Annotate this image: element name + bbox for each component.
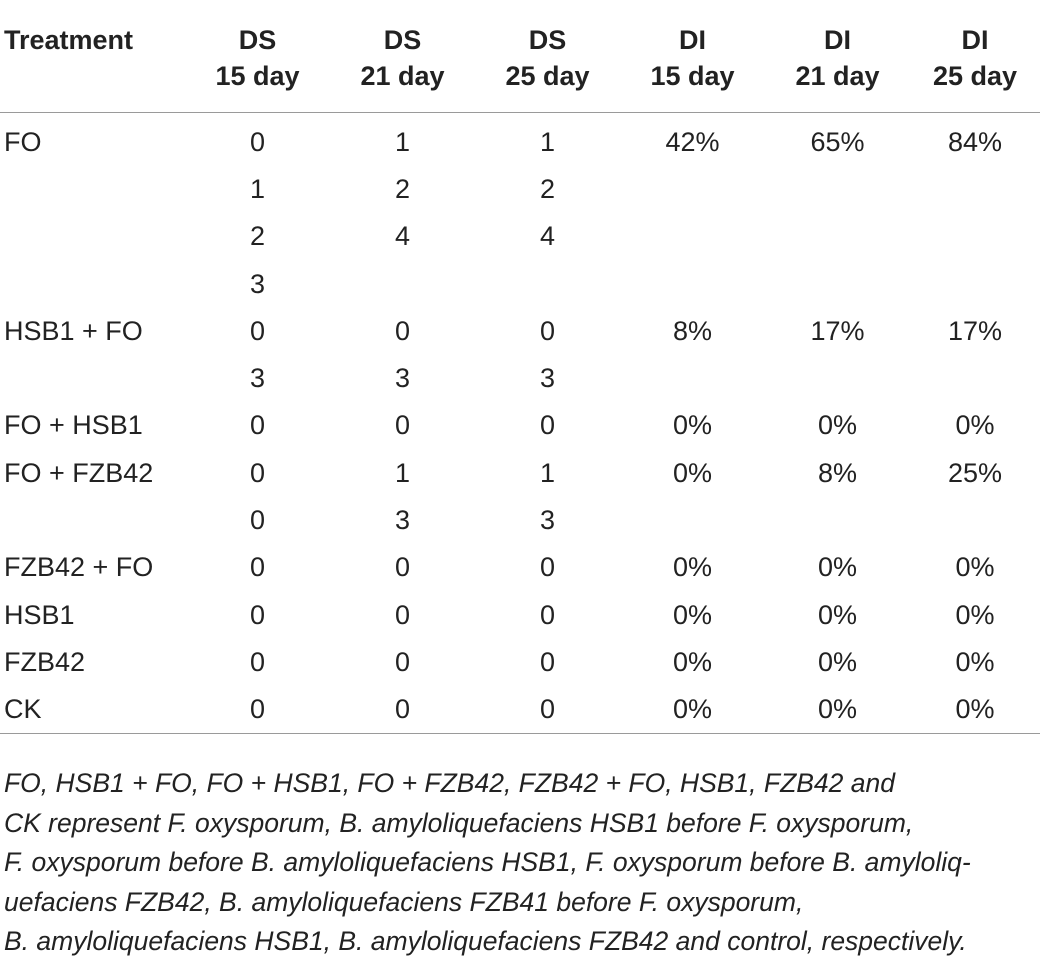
ds25-cell: 1 <box>539 126 556 157</box>
di15-cell <box>620 213 765 260</box>
ds25-cell <box>475 260 620 307</box>
ds21-cell: 2 <box>394 173 411 204</box>
ds25-cell: 3 <box>539 363 556 394</box>
footnote-line: uefaciens FZB42, B. amyloliquefaciens FZB41 before F. oxysporum, <box>4 886 804 917</box>
di21-cell <box>765 260 910 307</box>
di25-cell: 0% <box>955 552 995 583</box>
ds21-cell: 0 <box>394 410 411 441</box>
header-di-25: DI 25 day <box>910 0 1040 112</box>
ds25-cell: 0 <box>539 410 556 441</box>
table-row <box>0 166 1040 213</box>
di21-cell: 0% <box>817 599 858 630</box>
di15-cell: 0% <box>672 599 713 630</box>
footnote-line: B. amyloliquefaciens HSB1, B. amyloliquefaciens FZB42 and control, respectively. <box>4 926 967 956</box>
di15-cell <box>620 260 765 307</box>
treatment-cell <box>0 260 185 307</box>
table-row <box>0 112 1040 166</box>
di21-cell: 0% <box>817 552 858 583</box>
di15-cell: 0% <box>620 686 765 734</box>
di15-cell: 42% <box>665 126 720 157</box>
footnote-line: F. oxysporum before B. amyloliquefaciens HSB1, F. oxysporum before B. amyloliq- <box>4 847 971 877</box>
header-di-15: DI 15 day <box>620 0 765 112</box>
footnote-line: CK represent F. oxysporum, B. amyloliquefaciens HSB1 before F. oxysporum, <box>4 807 914 838</box>
treatment-cell: FO <box>4 126 42 157</box>
header-treatment: Treatment <box>0 0 185 112</box>
di21-cell <box>765 497 910 544</box>
di25-cell: 84% <box>947 126 1003 157</box>
di15-cell: 0% <box>672 410 713 441</box>
ds15-cell: 0 <box>249 552 266 583</box>
di25-cell: 17% <box>947 315 1003 346</box>
ds15-cell: 0 <box>249 315 266 346</box>
treatment-cell <box>0 355 185 402</box>
ds21-cell: 0 <box>394 552 411 583</box>
header-ds-21: DS 21 day <box>330 0 475 112</box>
ds15-cell: 1 <box>249 173 266 204</box>
di15-cell <box>620 497 765 544</box>
di25-cell <box>910 355 1040 402</box>
di25-cell: 25% <box>947 457 1003 488</box>
ds15-cell: 0 <box>249 599 266 630</box>
table-row <box>0 639 1040 686</box>
header-di-21: DI 21 day <box>765 0 910 112</box>
treatment-cell <box>0 213 185 260</box>
ds15-cell: 0 <box>249 126 266 157</box>
ds15-cell: 2 <box>249 221 266 252</box>
treatment-cell: FZB42 <box>4 646 86 677</box>
di25-cell <box>910 497 1040 544</box>
ds25-cell: 0 <box>539 599 556 630</box>
ds21-cell: 0 <box>394 599 411 630</box>
table-row <box>0 686 1040 734</box>
di15-cell <box>620 355 765 402</box>
table-row <box>0 497 1040 544</box>
table-row <box>0 260 1040 307</box>
ds25-cell: 1 <box>539 457 556 488</box>
ds21-cell: 0 <box>330 686 475 734</box>
di21-cell: 65% <box>810 126 865 157</box>
di21-cell: 17% <box>810 315 865 346</box>
di25-cell: 0% <box>910 686 1040 734</box>
ds21-cell: 0 <box>394 315 411 346</box>
ds25-cell: 0 <box>539 646 556 677</box>
ds25-cell: 0 <box>539 315 556 346</box>
ds15-cell: 0 <box>249 505 266 536</box>
di15-cell <box>620 166 765 213</box>
ds15-cell: 0 <box>249 410 266 441</box>
ds25-cell: 0 <box>539 552 556 583</box>
di25-cell <box>910 213 1040 260</box>
di21-cell <box>765 213 910 260</box>
di25-cell: 0% <box>955 646 995 677</box>
di15-cell: 0% <box>672 646 713 677</box>
ds21-cell <box>330 260 475 307</box>
ds21-cell: 4 <box>394 221 411 252</box>
ds21-cell: 0 <box>394 646 411 677</box>
table-row <box>0 308 1040 355</box>
header-ds-15: DS 15 day <box>185 0 330 112</box>
ds25-cell: 2 <box>539 173 556 204</box>
ds15-cell: 3 <box>249 363 266 394</box>
treatment-cell <box>0 497 185 544</box>
treatment-cell: FO + HSB1 <box>4 410 143 441</box>
header-row <box>0 0 1040 112</box>
treatment-cell: HSB1 <box>4 599 75 630</box>
di25-cell: 0% <box>955 410 995 441</box>
di21-cell: 0% <box>817 646 858 677</box>
ds15-cell: 0 <box>185 686 330 734</box>
treatment-cell: FO + FZB42 <box>4 457 154 488</box>
ds21-cell: 1 <box>394 126 411 157</box>
table-row <box>0 402 1040 449</box>
di21-cell: 0% <box>765 686 910 734</box>
ds15-cell: 3 <box>249 268 266 299</box>
ds21-cell: 3 <box>394 363 411 394</box>
di15-cell: 8% <box>672 315 713 346</box>
treatment-cell: CK <box>0 686 185 734</box>
table-row <box>0 355 1040 402</box>
table-footnote <box>4 764 1032 962</box>
di15-cell: 0% <box>672 457 713 488</box>
di21-cell <box>765 355 910 402</box>
ds25-cell: 4 <box>539 221 556 252</box>
treatment-cell: FZB42 + FO <box>4 552 154 583</box>
di21-cell: 0% <box>817 410 858 441</box>
ds15-cell: 0 <box>249 646 266 677</box>
di25-cell <box>910 260 1040 307</box>
di21-cell: 8% <box>817 457 858 488</box>
footnote-line: FO, HSB1 + FO, FO + HSB1, FO + FZB42, FZB42 + FO, HSB1, FZB42 and <box>4 768 895 798</box>
di21-cell <box>765 166 910 213</box>
ds25-cell: 3 <box>539 505 556 536</box>
table-row <box>0 544 1040 591</box>
treatment-cell <box>0 166 185 213</box>
ds15-cell: 0 <box>249 457 266 488</box>
table-row <box>0 213 1040 260</box>
di25-cell <box>910 166 1040 213</box>
ds25-cell: 0 <box>475 686 620 734</box>
table-row <box>0 591 1040 638</box>
di15-cell: 0% <box>672 552 713 583</box>
header-ds-25: DS 25 day <box>475 0 620 112</box>
ds21-cell: 1 <box>394 457 411 488</box>
treatment-cell: HSB1 + FO <box>4 315 143 346</box>
di25-cell: 0% <box>955 599 995 630</box>
ds21-cell: 3 <box>394 505 411 536</box>
table-row <box>0 450 1040 497</box>
